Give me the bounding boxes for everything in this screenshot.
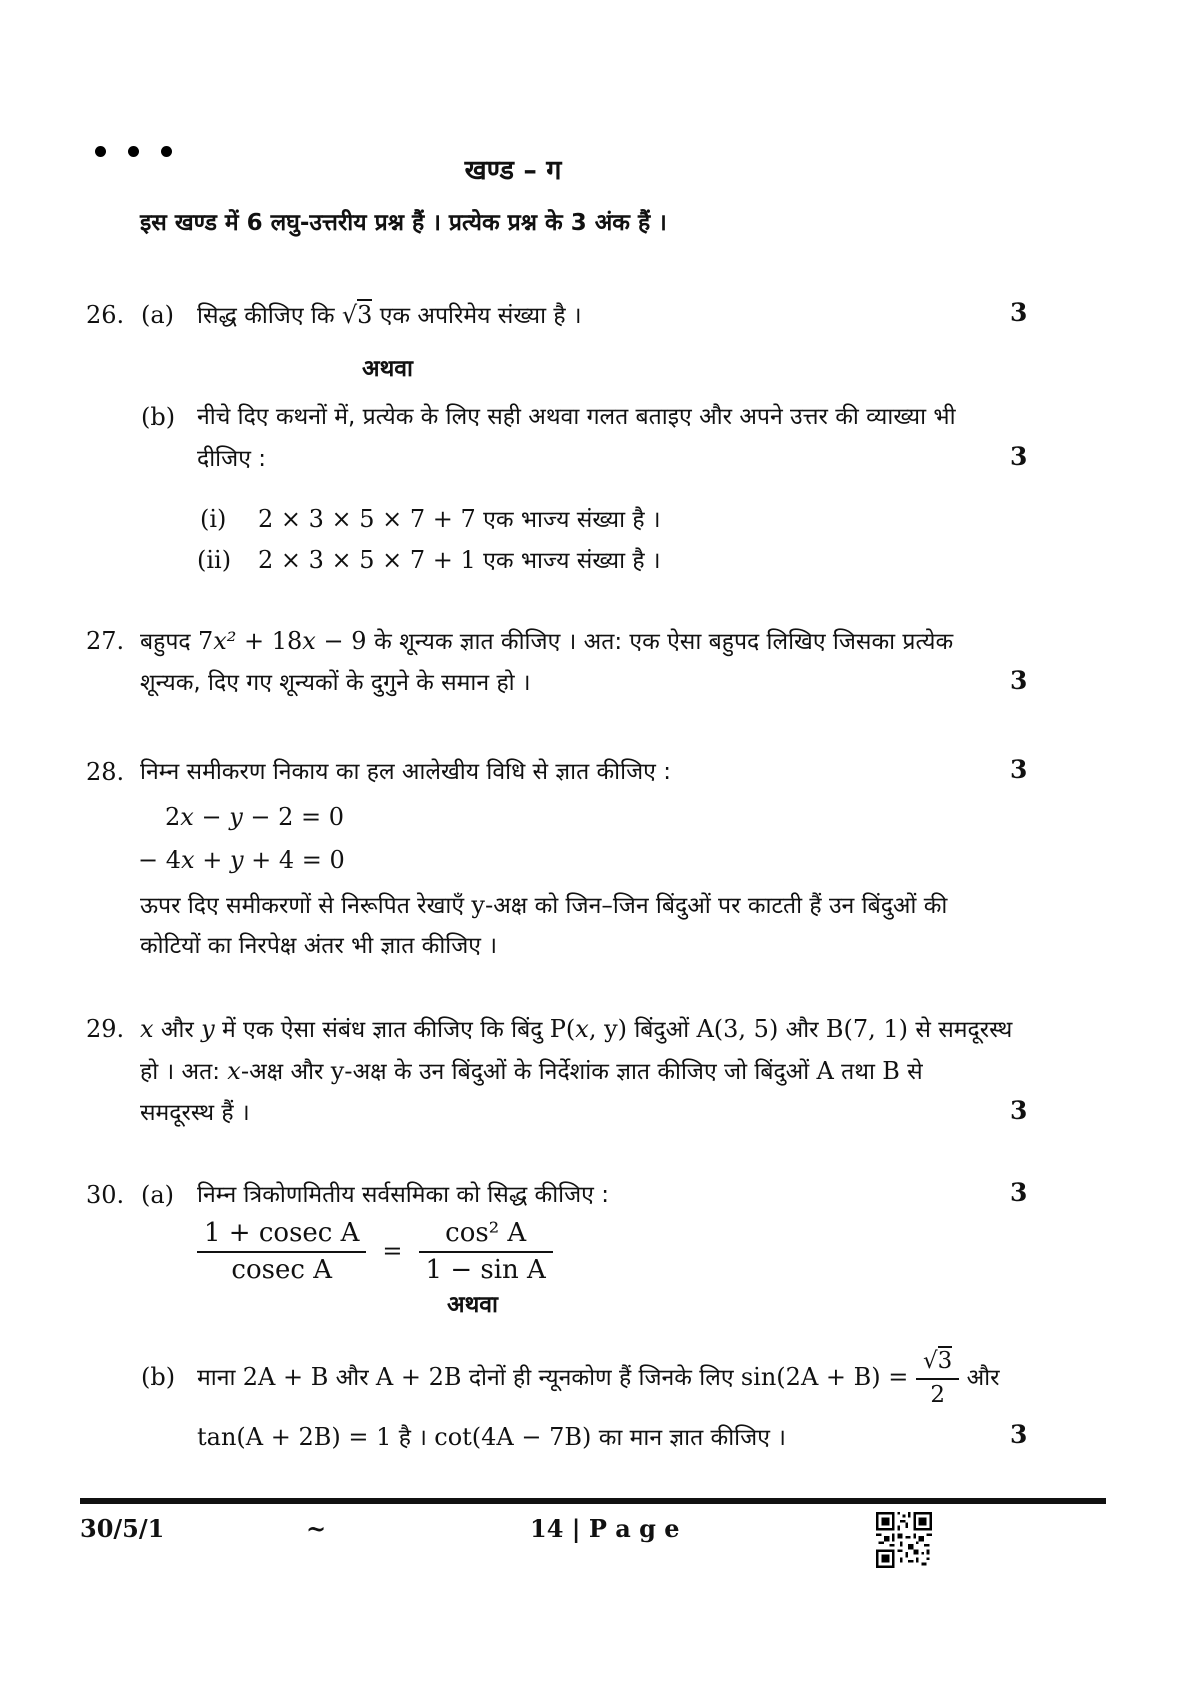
q27-number: 27. <box>86 627 125 655</box>
q28-line-3: ऊपर दिए समीकरणों से निरूपित रेखाएँ y-अक्ष को जिन–जिन बिंदुओं पर काटती हैं उन बिंदुओं की <box>140 891 948 919</box>
q30b-label: (b) <box>141 1363 176 1391</box>
footer-paper-code: 30/5/1 <box>80 1514 165 1543</box>
q30a-label: (a) <box>141 1181 175 1209</box>
q30b-marks: 3 <box>1010 1420 1028 1449</box>
q29-line-2: हो । अत: x-अक्ष और y-अक्ष के उन बिंदुओं के निर्देशांक ज्ञात कीजिए जो बिंदुओं A तथा B से <box>140 1057 923 1085</box>
q29-line-1: x और y में एक ऐसा संबंध ज्ञात कीजिए कि बिंदु P(x, y) बिंदुओं A(3, 5) और B(7, 1) से समदूरस्थ <box>140 1015 1013 1043</box>
q30b-line-1: माना 2A + B और A + 2B दोनों ही न्यूनकोण हैं जिनके लिए sin(2A + B) = $\frac{√3}{2}$ और <box>197 1348 1000 1408</box>
q30-number: 30. <box>86 1181 125 1209</box>
q26a-marks: 3 <box>1010 298 1028 327</box>
q28-equation-2: − 4x + y + 4 = 0 <box>138 846 345 874</box>
q26a-text: सिद्ध कीजिए कि √3 एक अपरिमेय संख्या है । <box>197 301 582 329</box>
footer-rule <box>80 1498 1106 1504</box>
q28-marks: 3 <box>1010 755 1028 784</box>
q26-or-separator: अथवा <box>362 356 414 382</box>
q29-number: 29. <box>86 1015 125 1043</box>
q26a-label: (a) <box>141 301 175 329</box>
q30a-identity: $\frac{\text{1 + cosec A}}{\text{cosec A}}$ = $\frac{\text{cos² A}}{\text{1 − sin A}}$ <box>197 1218 553 1286</box>
q29-line-3: समदूरस्थ हैं । <box>140 1100 250 1126</box>
q30a-line-1: निम्न त्रिकोणमितीय सर्वसमिका को सिद्ध कीजिए : <box>197 1182 609 1208</box>
q30a-marks: 3 <box>1010 1178 1028 1207</box>
q26b-item-i-label: (i) <box>200 505 227 533</box>
q26b-label: (b) <box>141 403 176 431</box>
q28-equation-1: 2x − y − 2 = 0 <box>165 803 345 831</box>
q26b-item-i-text: 2 × 3 × 5 × 7 + 7 एक भाज्य संख्या है । <box>258 505 661 533</box>
q27-line-1: बहुपद 7x² + 18x − 9 के शून्यक ज्ञात कीजिए । अत: एक ऐसा बहुपद लिखिए जिसका प्रत्येक <box>140 627 954 655</box>
q26b-item-ii-label: (ii) <box>197 546 232 574</box>
section-title: खण्ड – ग <box>464 155 562 186</box>
q26b-line-1: नीचे दिए कथनों में, प्रत्येक के लिए सही अथवा गलत बताइए और अपने उत्तर की व्याख्या भी <box>197 404 956 430</box>
q27-line-2: शून्यक, दिए गए शून्यकों के दुगुने के समान हो । <box>140 670 531 696</box>
qr-code-icon <box>876 1512 932 1568</box>
q27-marks: 3 <box>1010 666 1028 695</box>
q30-or-separator: अथवा <box>447 1292 499 1318</box>
footer-tilde: ~ <box>306 1514 327 1543</box>
footer-page-number: 14 | P a g e <box>530 1514 680 1543</box>
q30b-line-2: tan(A + 2B) = 1 है । cot(4A − 7B) का मान ज्ञात कीजिए । <box>197 1423 786 1451</box>
q26b-item-ii-text: 2 × 3 × 5 × 7 + 1 एक भाज्य संख्या है । <box>258 546 661 574</box>
q26b-line-2: दीजिए : <box>197 446 266 472</box>
q28-number: 28. <box>86 758 125 786</box>
q29-marks: 3 <box>1010 1096 1028 1125</box>
section-instruction: इस खण्ड में 6 लघु-उत्तरीय प्रश्न हैं । प्रत्येक प्रश्न के 3 अंक हैं । <box>140 210 667 236</box>
q26b-marks: 3 <box>1010 442 1028 471</box>
q28-line-4: कोटियों का निरपेक्ष अंतर भी ज्ञात कीजिए । <box>140 933 498 959</box>
q28-line-1: निम्न समीकरण निकाय का हल आलेखीय विधि से ज्ञात कीजिए : <box>140 759 671 785</box>
q26-number: 26. <box>86 301 125 329</box>
